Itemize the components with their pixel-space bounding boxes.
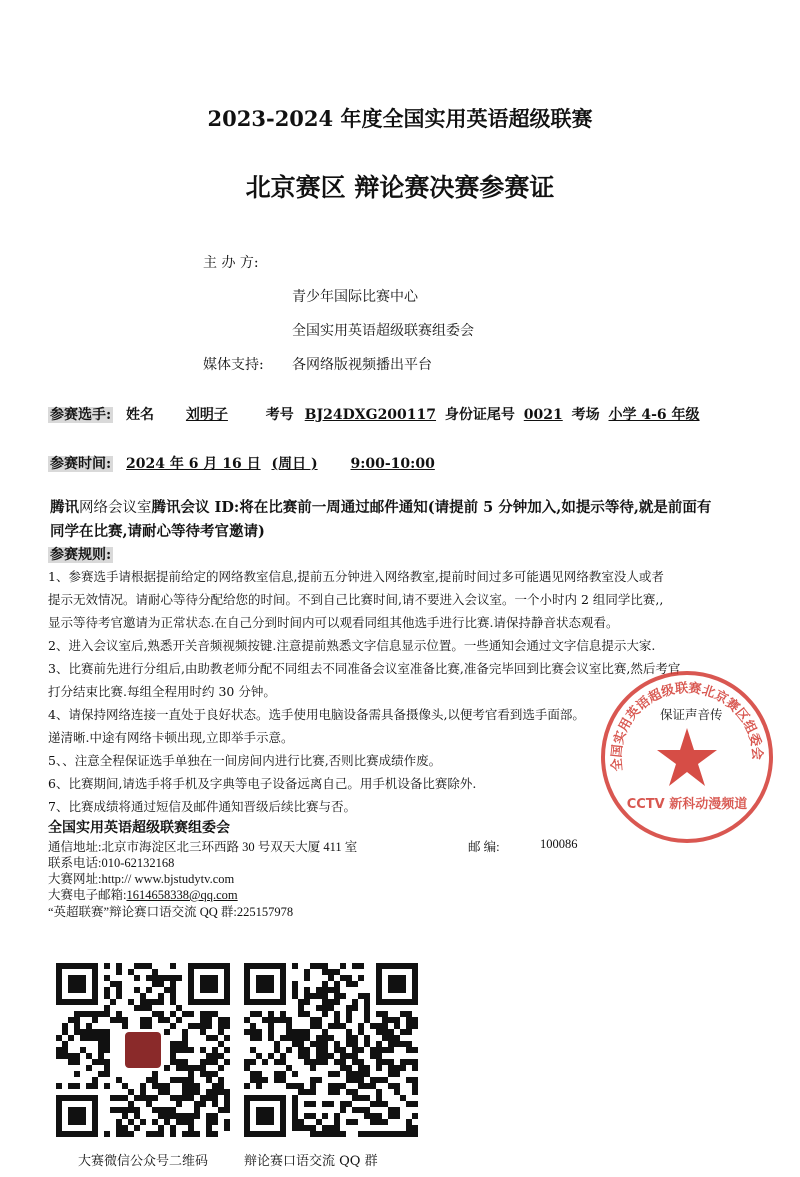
- schedule-time: 9:00-10:00: [350, 456, 435, 472]
- postcode-value: 100086: [540, 837, 578, 851]
- red-seal-stamp: [598, 668, 776, 846]
- qq-group-qr-code: [236, 955, 426, 1145]
- qr-caption-right: 辩论赛口语交流 QQ 群: [244, 1154, 378, 1169]
- contact-website[interactable]: 大赛网址:http:// www.bjstudytv.com: [48, 872, 235, 886]
- rule-line-tail: 保证声音传: [660, 707, 723, 722]
- name-label: 姓名: [126, 407, 155, 423]
- rule-line: 5、、注意全程保证选手单独在一间房间内进行比赛,否则比赛成绩作废。: [48, 753, 442, 768]
- exam-id-label: 考号: [265, 407, 294, 423]
- svg-text:CCTV 新科动漫频道: CCTV 新科动漫频道: [626, 797, 748, 812]
- rules-heading: [48, 544, 113, 564]
- schedule-date: 2024 年 6 月 16 日: [126, 456, 261, 472]
- rule-line: 显示等待考官邀请为正常状态.在自己分到时间内可以观看同组其他选手进行比赛.请保持静音状态观看。: [48, 615, 619, 630]
- idcard-tail: 0021: [523, 407, 563, 423]
- participant-label: 参赛选手:: [50, 407, 112, 423]
- host-label: 主 办 方:: [203, 255, 259, 271]
- document-title: 2023-2024 年度全国实用英语超级联赛: [207, 106, 593, 131]
- wechat-qr-code: [48, 955, 238, 1145]
- rules-heading-text: 参赛规则:: [50, 547, 112, 563]
- rule-line: 1、参赛选手请根据提前给定的网络教室信息,提前五分钟进入网络教室,提前时间过多可能遇见网络教室没人或者: [48, 569, 664, 584]
- schedule-weekday: (周日 ): [271, 456, 318, 472]
- rule-line: 4、请保持网络连接一直处于良好状态。选手使用电脑设备需具备摄像头,以便考官看到选手面部。: [48, 707, 585, 722]
- contact-email-row: [48, 885, 266, 903]
- room-label: 考场: [571, 407, 600, 423]
- notice-part-1: 腾讯: [50, 499, 79, 516]
- rule-line: 3、比赛前先进行分组后,由助教老师分配不同组去不同准备会议室准备比赛,准备完毕回到比赛会议室比赛,然后考官: [48, 661, 681, 676]
- host-2: 全国实用英语超级联赛组委会: [292, 323, 474, 339]
- email-label: 大赛电子邮箱:: [48, 888, 127, 902]
- participant-row: [48, 404, 727, 424]
- contact-org: 全国实用英语超级联赛组委会: [48, 820, 230, 836]
- idcard-label: 身份证尾号: [444, 407, 515, 423]
- svg-text:全国实用英语超级联赛北京赛区组委会: 全国实用英语超级联赛北京赛区组委会: [609, 681, 765, 772]
- rule-line: 7、比赛成绩将通过短信及邮件通知晋级后续比赛与否。: [48, 799, 356, 814]
- meeting-notice: [50, 496, 720, 543]
- host-1: 青少年国际比赛中心: [292, 289, 418, 305]
- postcode-label: 邮 编:: [468, 840, 500, 854]
- media-value: 各网络版视频播出平台: [292, 357, 432, 373]
- notice-part-2: 网络会议室: [79, 500, 152, 516]
- exam-id: BJ24DXG200117: [304, 407, 437, 423]
- rule-line: 2、进入会议室后,熟悉开关音频视频按键.注意提前熟悉文字信息显示位置。一些通知会通过文字信息提示大家.: [48, 638, 656, 653]
- schedule-row: [48, 453, 470, 473]
- email-value[interactable]: 1614658338@qq.com: [126, 888, 238, 902]
- qr-caption-left: 大赛微信公众号二维码: [78, 1154, 209, 1169]
- rule-line: 打分结束比赛.每组全程用时约 30 分钟。: [48, 684, 276, 699]
- participant-name: 刘明子: [185, 407, 228, 423]
- notice-part-3: 腾讯会议 ID:将在比赛前一周通过邮件通知(请提前 5 分钟加入,如提示等待,就是前面有同学在比赛,请耐心等待考官邀请): [50, 499, 712, 540]
- contact-qq-group: “英超联赛”辩论赛口语交流 QQ 群:225157978: [48, 905, 294, 919]
- contact-phone: 联系电话:010-62132168: [48, 856, 175, 870]
- document-subtitle: 北京赛区 辩论赛决赛参赛证: [245, 173, 555, 202]
- schedule-label: 参赛时间:: [50, 456, 112, 472]
- room-value: 小学 4-6 年级: [608, 407, 700, 423]
- media-label: 媒体支持:: [203, 357, 264, 373]
- contact-address: 通信地址:北京市海淀区北三环西路 30 号双天大厦 411 室: [48, 840, 358, 854]
- rule-line: 6、比赛期间,请选手将手机及字典等电子设备远离自己。用手机设备比赛除外.: [48, 776, 477, 791]
- rule-line: 提示无效情况。请耐心等待分配给您的时间。不到自己比赛时间,请不要进入会议室。一个小时内 2 组同学比赛,,: [48, 592, 664, 607]
- rule-line: 递清晰.中途有网络卡顿出现,立即举手示意。: [48, 730, 294, 745]
